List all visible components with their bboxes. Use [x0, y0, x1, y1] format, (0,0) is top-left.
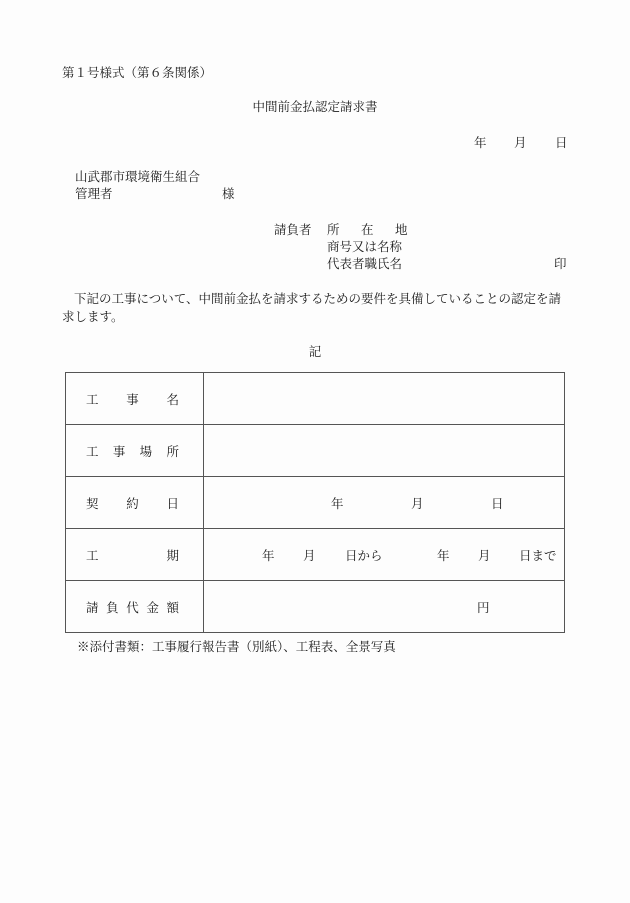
company-name-label: 商号又は名称 — [327, 239, 403, 254]
contractor-label: 請負者 — [274, 222, 312, 237]
table-row-contract-amount — [66, 581, 565, 633]
construction-period-field[interactable] — [204, 529, 565, 581]
row-label — [66, 529, 204, 581]
year-unit: 年 — [331, 495, 344, 511]
start-day-unit: 日から — [345, 547, 383, 563]
label-char: 金 — [146, 599, 159, 615]
label-char: 工 — [86, 547, 99, 563]
table-row-construction-period — [66, 529, 565, 581]
start-year-unit: 年 — [262, 547, 275, 563]
label-char: 契 — [86, 495, 99, 511]
label-char: 工 — [86, 391, 99, 407]
table-row-construction-site — [66, 425, 565, 477]
contract-amount-field[interactable] — [204, 581, 565, 633]
yen-unit: 円 — [477, 599, 490, 615]
label-char: 事 — [126, 391, 139, 407]
address-label-char: 所 — [327, 222, 340, 237]
date-month: 月 — [514, 135, 527, 150]
attachments-note: ※添付書類：工事履行報告書（別紙）、工程表、全景写真 — [77, 639, 396, 654]
label-char: 場 — [139, 443, 153, 459]
row-label — [66, 373, 204, 425]
date-year: 年 — [474, 135, 487, 150]
end-day-unit: 日まで — [519, 547, 557, 563]
row-label — [66, 477, 204, 529]
construction-site-field[interactable] — [204, 425, 565, 477]
label-char: 負 — [106, 599, 119, 615]
date-day: 日 — [555, 135, 568, 150]
end-month-unit: 月 — [478, 547, 491, 563]
label-char: 日 — [166, 495, 179, 511]
label-char: 請 — [86, 599, 99, 615]
addressee-role: 管理者 — [75, 186, 113, 201]
ki-heading: 記 — [308, 344, 322, 359]
day-unit: 日 — [491, 495, 504, 511]
label-char: 事 — [112, 443, 126, 459]
seal-mark: 印 — [554, 256, 567, 271]
address-label-char: 在 — [361, 222, 374, 237]
label-char: 工 — [86, 443, 99, 459]
request-table — [65, 372, 565, 633]
start-month-unit: 月 — [303, 547, 316, 563]
label-char: 名 — [166, 391, 179, 407]
label-char: 額 — [166, 599, 179, 615]
row-label — [66, 425, 204, 477]
representative-label: 代表者職氏名 — [327, 256, 403, 271]
label-char: 代 — [126, 599, 139, 615]
label-char: 約 — [126, 495, 139, 511]
end-year-unit: 年 — [437, 547, 450, 563]
document-title: 中間前金払認定請求書 — [252, 99, 378, 114]
table-row-contract-date — [66, 477, 565, 529]
construction-name-field[interactable] — [204, 373, 565, 425]
contract-date-field[interactable] — [204, 477, 565, 529]
addressee-honorific: 様 — [222, 186, 235, 201]
request-paragraph: 下記の工事について、中間前金払を請求するための要件を具備していることの認定を請求します。 — [62, 291, 562, 324]
month-unit: 月 — [411, 495, 424, 511]
label-char: 期 — [166, 547, 179, 563]
table-row-construction-name — [66, 373, 565, 425]
label-char: 所 — [166, 443, 179, 459]
row-label — [66, 581, 204, 633]
addressee-organization: 山武郡市環境衛生組合 — [75, 169, 201, 184]
address-label-char: 地 — [395, 222, 408, 237]
form-number: 第１号様式（第６条関係） — [62, 65, 213, 80]
